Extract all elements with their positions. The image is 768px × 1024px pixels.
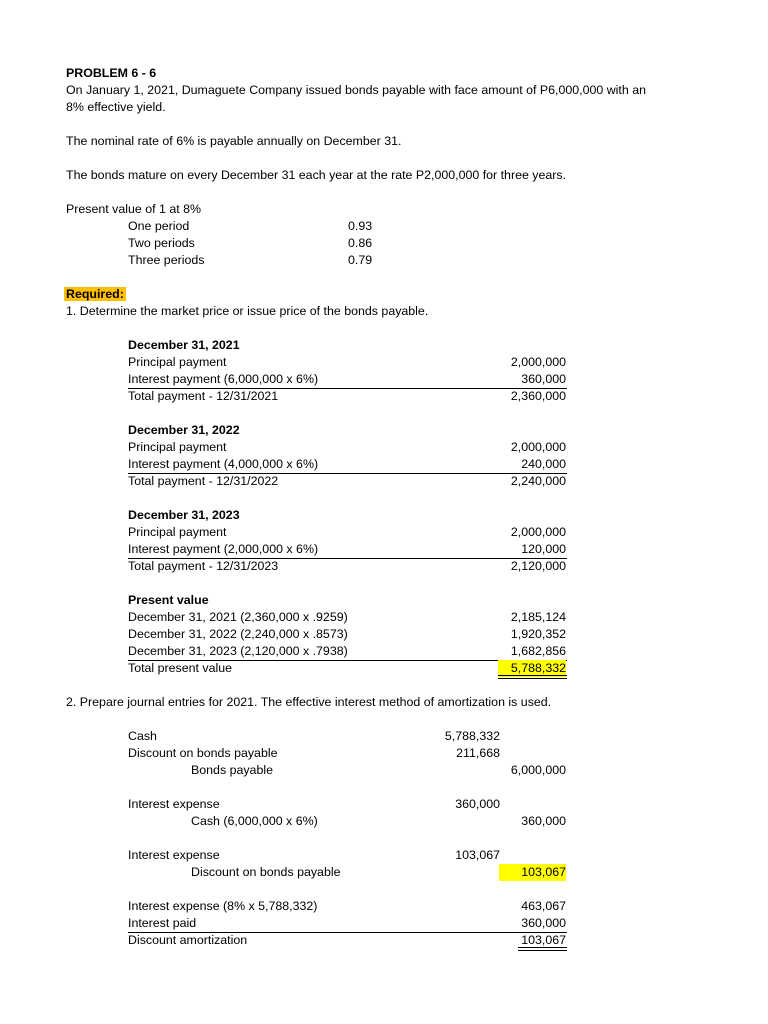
journal-debit-amount: 211,668 [456, 746, 500, 760]
schedule-date: December 31, 2021 [128, 338, 240, 352]
total-amount: 2,120,000 [510, 559, 566, 573]
total-label: Total payment - 12/31/2022 [128, 474, 279, 488]
interest-amount: 240,000 [521, 457, 566, 471]
summary-label: Interest paid [128, 916, 197, 930]
double-underline [518, 947, 567, 951]
total-label: Total payment - 12/31/2023 [128, 559, 279, 573]
principal-label: Principal payment [128, 525, 227, 539]
total-amount: 2,240,000 [510, 474, 566, 488]
pv-calc-amount: 1,682,856 [510, 644, 566, 658]
journal-credit-label: Discount on bonds payable [191, 865, 341, 879]
schedule-date: December 31, 2022 [128, 423, 240, 437]
question-2: 2. Prepare journal entries for 2021. The effective interest method of amortization is used. [66, 695, 552, 709]
pv-row-label: Three periods [128, 253, 205, 267]
question-1: 1. Determine the market price or issue price of the bonds payable. [66, 304, 429, 318]
journal-debit-label: Interest expense [128, 797, 220, 811]
principal-amount: 2,000,000 [510, 355, 566, 369]
principal-label: Principal payment [128, 355, 227, 369]
pv-row-value: 0.93 [348, 219, 373, 233]
required-label [64, 286, 126, 303]
total-present-value: 5,788,332 [498, 660, 566, 677]
principal-amount: 2,000,000 [510, 525, 566, 539]
total-label: Total payment - 12/31/2021 [128, 389, 279, 403]
journal-debit-label: Interest expense [128, 848, 220, 862]
intro-line-1: On January 1, 2021, Dumaguete Company issued bonds payable with face amount of P6,000,000 with an [66, 83, 646, 97]
pv-row-label: One period [128, 219, 190, 233]
interest-amount: 360,000 [521, 372, 566, 386]
problem-title: PROBLEM 6 - 6 [66, 66, 157, 80]
journal-credit-amount: 360,000 [521, 814, 566, 828]
present-value-heading: Present value [128, 593, 209, 607]
intro-line-2: 8% effective yield. [66, 100, 166, 114]
journal-debit-label: Discount on bonds payable [128, 746, 278, 760]
interest-amount: 120,000 [521, 542, 566, 556]
summary-label: Interest expense (8% x 5,788,332) [128, 899, 318, 913]
total-amount: 2,360,000 [510, 389, 566, 403]
journal-credit-label: Bonds payable [191, 763, 273, 777]
summary-amount: 463,067 [521, 899, 566, 913]
journal-debit-amount: 5,788,332 [444, 729, 500, 743]
pv-row-value: 0.86 [348, 236, 373, 250]
pv-calc-label: December 31, 2023 (2,120,000 x .7938) [128, 644, 348, 658]
journal-debit-amount: 103,067 [455, 848, 500, 862]
interest-label: Interest payment (2,000,000 x 6%) [128, 542, 319, 556]
nominal-rate-text: The nominal rate of 6% is payable annually on December 31. [66, 134, 402, 148]
summary-label: Discount amortization [128, 933, 248, 947]
principal-label: Principal payment [128, 440, 227, 454]
total-present-value-label: Total present value [128, 661, 233, 675]
journal-credit-amount-highlighted: 103,067 [499, 864, 566, 881]
pv-table-heading: Present value of 1 at 8% [66, 202, 202, 216]
principal-amount: 2,000,000 [510, 440, 566, 454]
required-highlight: Required: [66, 287, 124, 301]
double-underline [498, 675, 567, 679]
pv-calc-label: December 31, 2022 (2,240,000 x .8573) [128, 627, 348, 641]
journal-debit-label: Cash [128, 729, 157, 743]
maturity-text: The bonds mature on every December 31 each year at the rate P2,000,000 for three years. [66, 168, 567, 182]
journal-credit-amount: 6,000,000 [510, 763, 566, 777]
journal-credit-label: Cash (6,000,000 x 6%) [191, 814, 318, 828]
pv-row-label: Two periods [128, 236, 195, 250]
interest-label: Interest payment (6,000,000 x 6%) [128, 372, 319, 386]
pv-calc-label: December 31, 2021 (2,360,000 x .9259) [128, 610, 348, 624]
journal-debit-amount: 360,000 [455, 797, 500, 811]
summary-amount: 103,067 [521, 933, 566, 947]
pv-calc-amount: 2,185,124 [510, 610, 566, 624]
interest-label: Interest payment (4,000,000 x 6%) [128, 457, 319, 471]
summary-amount: 360,000 [521, 916, 566, 930]
schedule-date: December 31, 2023 [128, 508, 240, 522]
pv-calc-amount: 1,920,352 [510, 627, 566, 641]
pv-row-value: 0.79 [348, 253, 373, 267]
